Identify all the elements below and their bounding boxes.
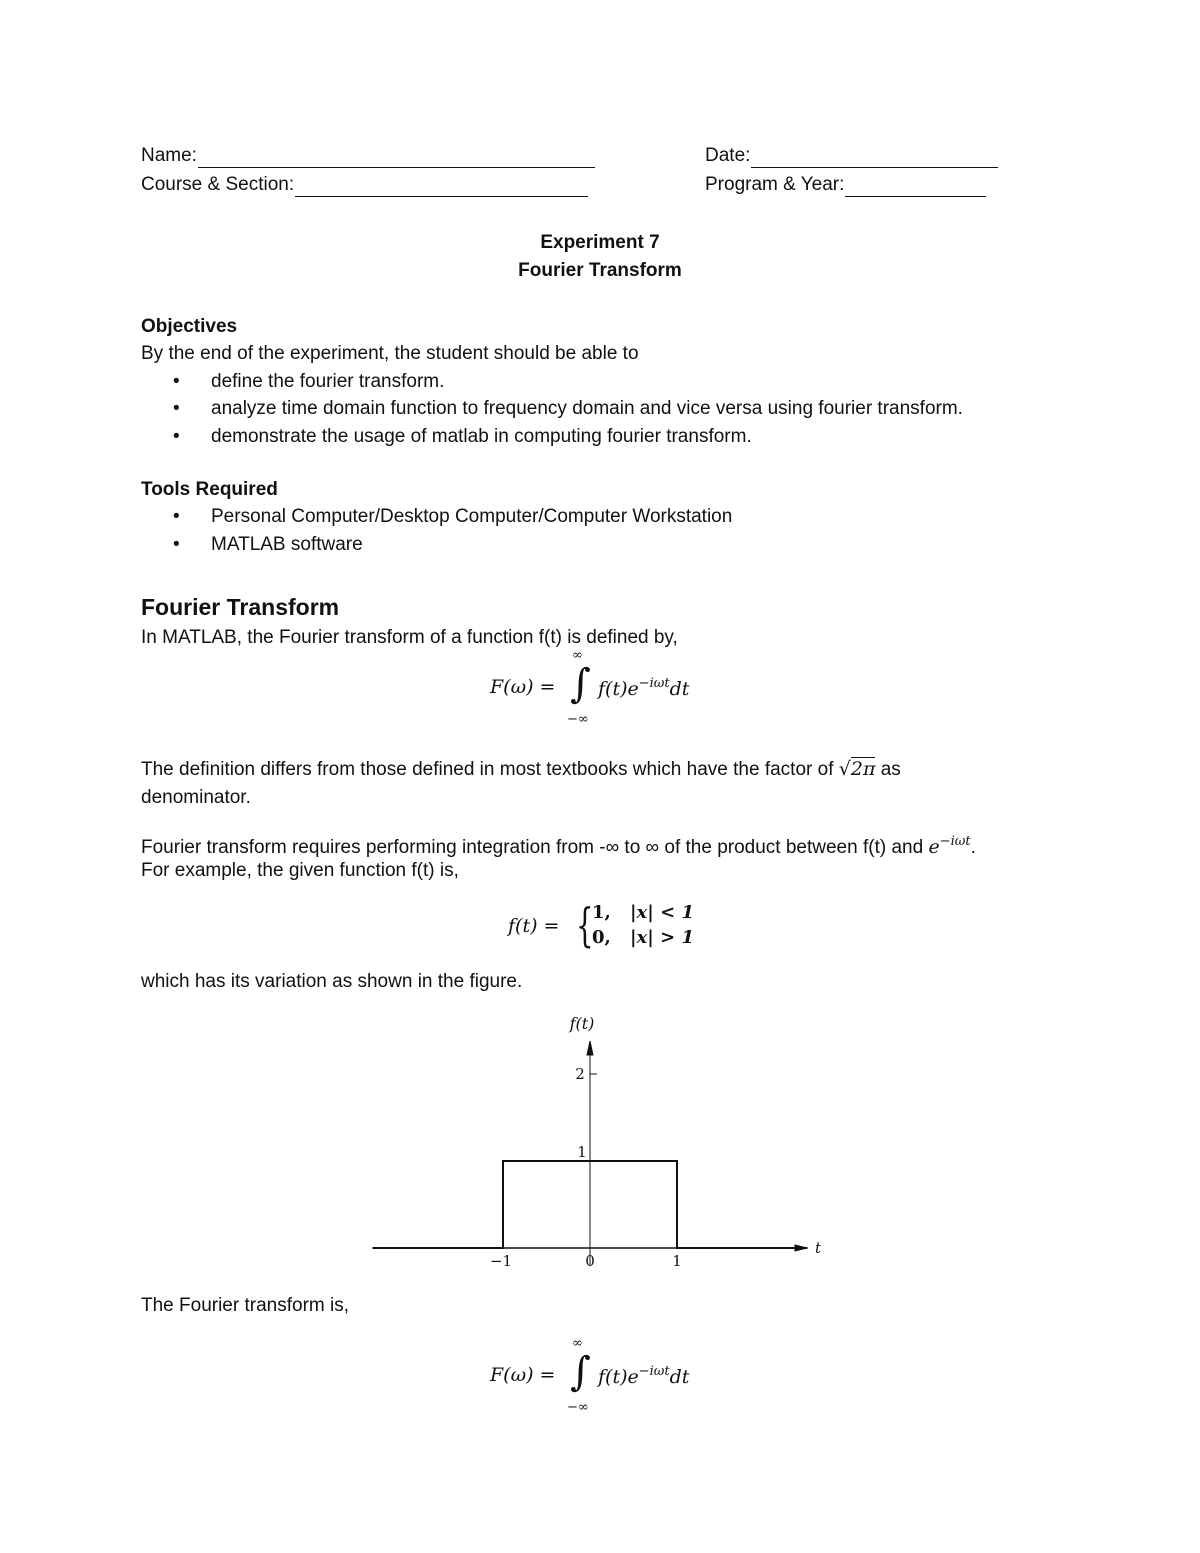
name-blank[interactable] xyxy=(198,147,595,168)
y-axis-label: f(t) xyxy=(569,1014,595,1033)
section-heading: Fourier Transform xyxy=(141,594,340,620)
fourier-integral-equation-2: F(ω) = ∞ ∫ −∞ $f(t)e^{-i\omega t}dt$ xyxy=(490,1336,690,1415)
tools-heading: Tools Required xyxy=(141,479,278,500)
eq-upper-limit: ∞ xyxy=(572,648,583,663)
name-label: Name: xyxy=(141,145,197,166)
date-field[interactable] xyxy=(705,144,998,168)
integral-sign: ∫ xyxy=(570,661,591,707)
example-text: For example, the given function f(t) is, xyxy=(141,860,459,881)
experiment-title: Fourier Transform xyxy=(518,260,682,281)
transform-text: The Fourier transform is, xyxy=(141,1295,349,1316)
x-axis-label: t xyxy=(814,1239,822,1257)
course-field[interactable] xyxy=(141,173,588,197)
section-intro: In MATLAB, the Fourier transform of a function f(t) is defined by, xyxy=(141,627,678,648)
fourier-integral-equation-1 xyxy=(490,648,730,728)
requirement-text: Fourier transform requires performing integration from -∞ to ∞ of the product between f(t) and $e^{-i\omega t}$. xyxy=(141,834,976,858)
date-blank[interactable] xyxy=(751,147,998,168)
program-label: Program & Year: xyxy=(705,174,845,195)
program-field[interactable] xyxy=(705,173,986,197)
brace-icon: { xyxy=(576,898,594,952)
definition-text-end: denominator. xyxy=(141,787,251,808)
objectives-intro: By the end of the experiment, the student should be able to xyxy=(141,343,639,364)
rect-pulse-figure xyxy=(370,1005,840,1285)
eq-integrand: $f(t)e^{-i\omega t}dt$ xyxy=(598,676,690,700)
objectives-heading: Objectives xyxy=(141,316,238,337)
y-tick-label: 2 xyxy=(575,1065,585,1083)
sqrt-symbol: √2π xyxy=(838,758,876,780)
integral-sign: ∫ xyxy=(570,1349,591,1395)
course-blank[interactable] xyxy=(295,176,588,197)
x-tick-label: 0 xyxy=(585,1252,595,1270)
eq-lower-limit: −∞ xyxy=(567,712,589,727)
piecewise-function: f(t) = { 1, |x| < 1 0, |x| > 1 xyxy=(508,898,694,952)
x-tick-label: −1 xyxy=(489,1252,513,1270)
x-tick-label: 1 xyxy=(672,1252,682,1270)
name-field[interactable] xyxy=(141,144,595,168)
definition-text: The definition differs from those defined in most textbooks which have the factor of √2π as xyxy=(141,758,901,780)
date-label: Date: xyxy=(705,145,751,166)
variation-text: which has its variation as shown in the figure. xyxy=(141,971,523,992)
y-tick-label: 1 xyxy=(577,1143,587,1161)
y-axis-arrow-icon xyxy=(587,1041,593,1055)
eq-lhs: F(ω) = xyxy=(490,676,556,698)
course-label: Course & Section: xyxy=(141,174,295,195)
experiment-number: Experiment 7 xyxy=(540,232,660,253)
program-blank[interactable] xyxy=(845,176,986,197)
